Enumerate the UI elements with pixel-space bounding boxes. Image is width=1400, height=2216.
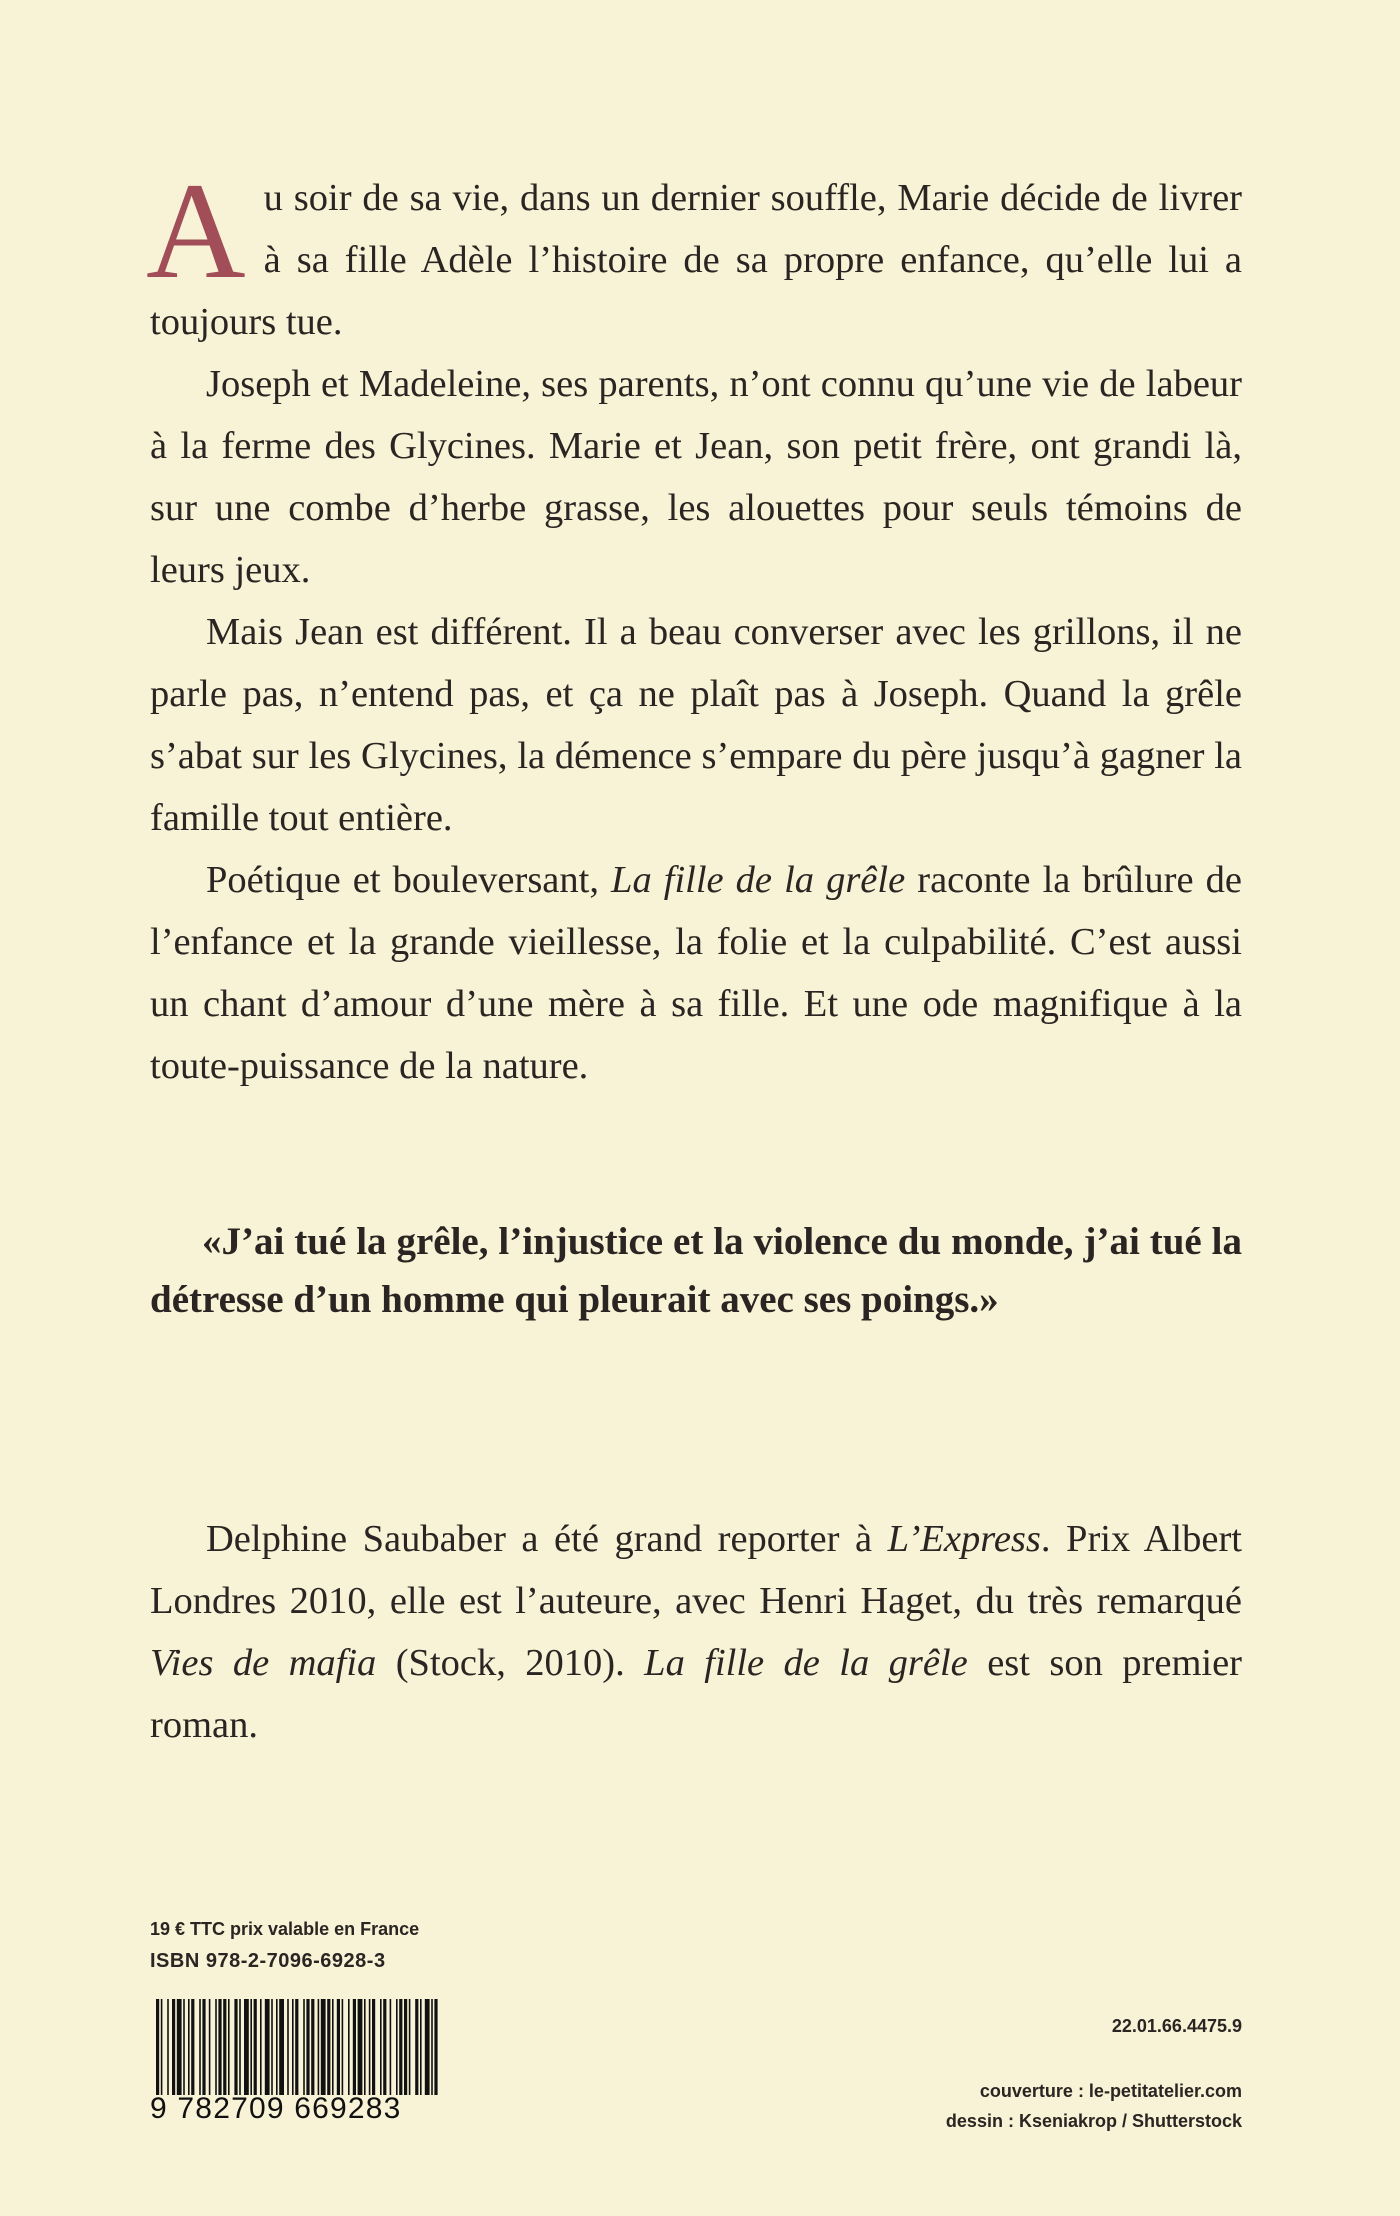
barcode-bar <box>311 1999 314 2095</box>
barcode-digits: 9 782709 669283 <box>150 2092 402 2125</box>
barcode-bar <box>434 1999 437 2095</box>
price-label: 19 € TTC prix valable en France <box>150 1919 420 1939</box>
barcode-bar <box>337 1999 340 2095</box>
barcode-bar <box>218 1999 221 2095</box>
barcode-bar <box>431 1999 433 2095</box>
barcode-bar <box>183 1999 185 2095</box>
barcode-bar <box>167 1999 169 2095</box>
bio-part-3: (Stock, 2010). <box>376 1642 645 1684</box>
barcode-bar <box>295 1999 298 2095</box>
barcode-bar <box>156 1999 159 2095</box>
previous-book-title: Vies de mafia <box>150 1642 377 1684</box>
barcode-bar <box>279 1999 284 2095</box>
barcode-bar <box>327 1999 330 2095</box>
magazine-name: L’Express <box>887 1518 1041 1560</box>
barcode-bar <box>303 1999 305 2095</box>
barcode-bar <box>199 1999 201 2095</box>
bio-part-1: Delphine Saubaber a été grand reporter à <box>206 1518 888 1560</box>
barcode-bar <box>364 1999 366 2095</box>
pull-quote: «J’ai tué la grêle, l’injustice et la violence du monde, j’ai tué la détresse d’un homme qui pleurait avec ses poings.» <box>150 1220 1242 1321</box>
isbn-label: ISBN 978-2-7096-6928-3 <box>150 1950 386 1972</box>
barcode-bar <box>260 1999 262 2095</box>
barcode-bar <box>342 1999 344 2095</box>
barcode-bar <box>425 1999 430 2095</box>
barcode-bar <box>380 1999 382 2095</box>
barcode-bar <box>215 1999 217 2095</box>
product-code: 22.01.66.4475.9 <box>1111 2016 1242 2036</box>
barcode-bar <box>321 1999 326 2095</box>
barcode-bar <box>420 1999 422 2095</box>
synopsis-paragraph-2: Joseph et Madeleine, ses parents, n’ont connu qu’une vie de labeur à la ferme des Glycines. Marie et Jean, son petit frère, ont grandi là, sur une combe d’herbe grasse, les alouettes pour seuls témoins de leurs jeux. <box>150 363 1242 591</box>
barcode-bar <box>332 1999 334 2095</box>
barcode-bar <box>383 1999 386 2095</box>
barcode-bar <box>161 1999 163 2095</box>
barcode-bar <box>276 1999 278 2095</box>
barcode-bar <box>372 1999 375 2095</box>
barcode-bar <box>409 1999 411 2095</box>
synopsis-paragraph-1 <box>146 154 1242 353</box>
barcode-bar <box>172 1999 175 2095</box>
cover-credit: couverture : le-petitatelier.com <box>979 2081 1242 2101</box>
drop-cap: A <box>146 154 246 307</box>
barcode-bar <box>265 1999 270 2095</box>
barcode-bar <box>292 1999 294 2095</box>
synopsis <box>146 154 1242 1097</box>
drawing-credit: dessin : Kseniakrop / Shutterstock <box>945 2111 1242 2131</box>
barcode-bar <box>188 1999 190 2095</box>
bio-part-2: . Prix Albert Londres 2010, elle est l’auteure, avec Henri Haget, du très remarqué <box>150 1518 1242 1622</box>
barcode-bar <box>209 1999 211 2095</box>
synopsis-paragraph-1-text: u soir de sa vie, dans un dernier souffle, Marie décide de livrer à sa fille Adèle l’histoire de sa propre enfance, qu’elle lui a toujours tue. <box>150 177 1242 343</box>
synopsis-paragraph-4-start: Poétique et bouleversant, <box>206 859 612 901</box>
barcode-bar <box>396 1999 398 2095</box>
barcode-bar <box>287 1999 289 2095</box>
synopsis-paragraph-4-end: raconte la brûlure de l’enfance et la grande vieillesse, la folie et la culpabilité. C’est aussi un chant d’amour d’une mère à sa fille. Et une ode magnifique à la toute-puissance de la nature. <box>150 859 1242 1087</box>
barcode-bar <box>239 1999 241 2095</box>
barcode-bars <box>150 1999 446 2095</box>
barcode-bar <box>254 1999 257 2095</box>
barcode-bar <box>234 1999 237 2095</box>
barcode-bar <box>306 1999 309 2095</box>
barcode-bar <box>353 1999 356 2095</box>
barcode-bar <box>358 1999 363 2095</box>
barcode-bar <box>250 1999 252 2095</box>
barcode-bar <box>223 1999 226 2095</box>
credits <box>946 2076 1242 2136</box>
novel-title: La fille de la grêle <box>644 1642 968 1684</box>
barcode-bar <box>369 1999 371 2095</box>
barcode-bar <box>177 1999 182 2095</box>
barcode-bar <box>399 1999 402 2095</box>
barcode-bar <box>348 1999 350 2095</box>
barcode-bar <box>244 1999 249 2095</box>
author-bio <box>150 1508 1242 1756</box>
author-bio-paragraph <box>150 1508 1242 1756</box>
barcode-bar <box>202 1999 205 2095</box>
barcode-bar <box>318 1999 320 2095</box>
synopsis-paragraph-3: Mais Jean est différent. Il a beau converser avec les grillons, il ne parle pas, n’entend pas, et ça ne plaît pas à Joseph. Quand la grêle s’abat sur les Glycines, la démence s’empare du père jusqu’à gagner la famille tout entière. <box>150 611 1242 839</box>
bio-part-4: est son premier roman. <box>150 1642 1243 1746</box>
barcode-bar <box>415 1999 418 2095</box>
barcode-bar <box>228 1999 230 2095</box>
barcode-bar <box>404 1999 407 2095</box>
barcode-bar <box>390 1999 392 2095</box>
synopsis-paragraph-4 <box>150 849 1242 1097</box>
barcode-bar <box>191 1999 194 2095</box>
book-title-italic: La fille de la grêle <box>611 859 906 901</box>
barcode-bar <box>271 1999 273 2095</box>
